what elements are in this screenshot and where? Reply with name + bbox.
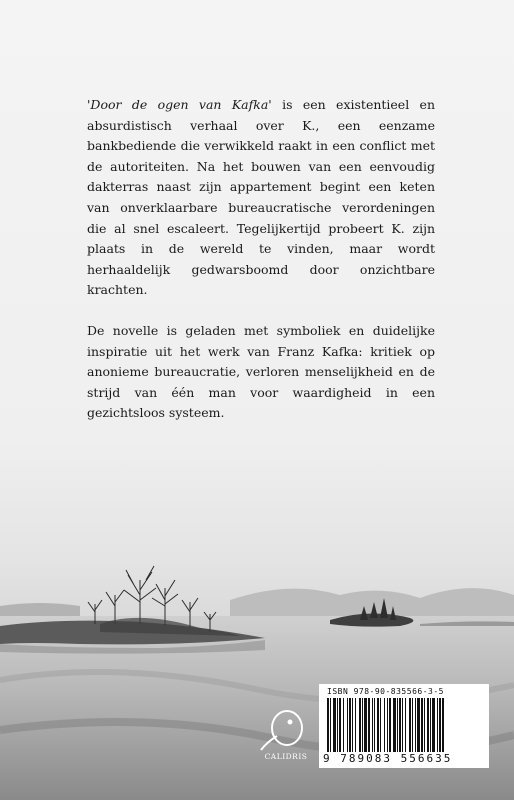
- book-title-italic: 'Door de ogen van Kafka': [87, 97, 272, 112]
- blurb-paragraph-1-text: is een existentieel en absurdistisch verhaal over K., een eenzame bankbediende die verwikkeld raakt in een conflict met de autoriteiten. Na het bouwen van een eenvoudig dakterras naast zijn appartement begint een keten van onverklaarbare bureaucratische verordeningen die al snel escaleert. Tegelijkertijd probeert K. zijn plaats in de wereld te vinden, maar wordt herhaaldelijk gedwarsboomd door onzichtbare krachten.: [87, 97, 436, 298]
- publisher-logo: [257, 706, 315, 768]
- isbn-label: ISBN 978-90-835566-3-5: [327, 687, 444, 696]
- barcode-digits: 9 789083 556635: [323, 752, 453, 765]
- isbn-barcode: [319, 684, 489, 768]
- blurb-paragraph-1: [87, 95, 435, 301]
- publisher-name: CALIDRIS: [264, 752, 308, 761]
- bird-logo-icon: [257, 706, 315, 752]
- barcode-bars: [327, 698, 483, 752]
- blurb-paragraph-2: De novelle is geladen met symboliek en duidelijke inspiratie uit het werk van Franz Kafka: kritiek op anonieme bureaucratie, verloren menselijkheid en de strijd van één man voor waardigheid in een gezichtsloos systeem.: [87, 322, 435, 421]
- blurb-text: [87, 95, 435, 444]
